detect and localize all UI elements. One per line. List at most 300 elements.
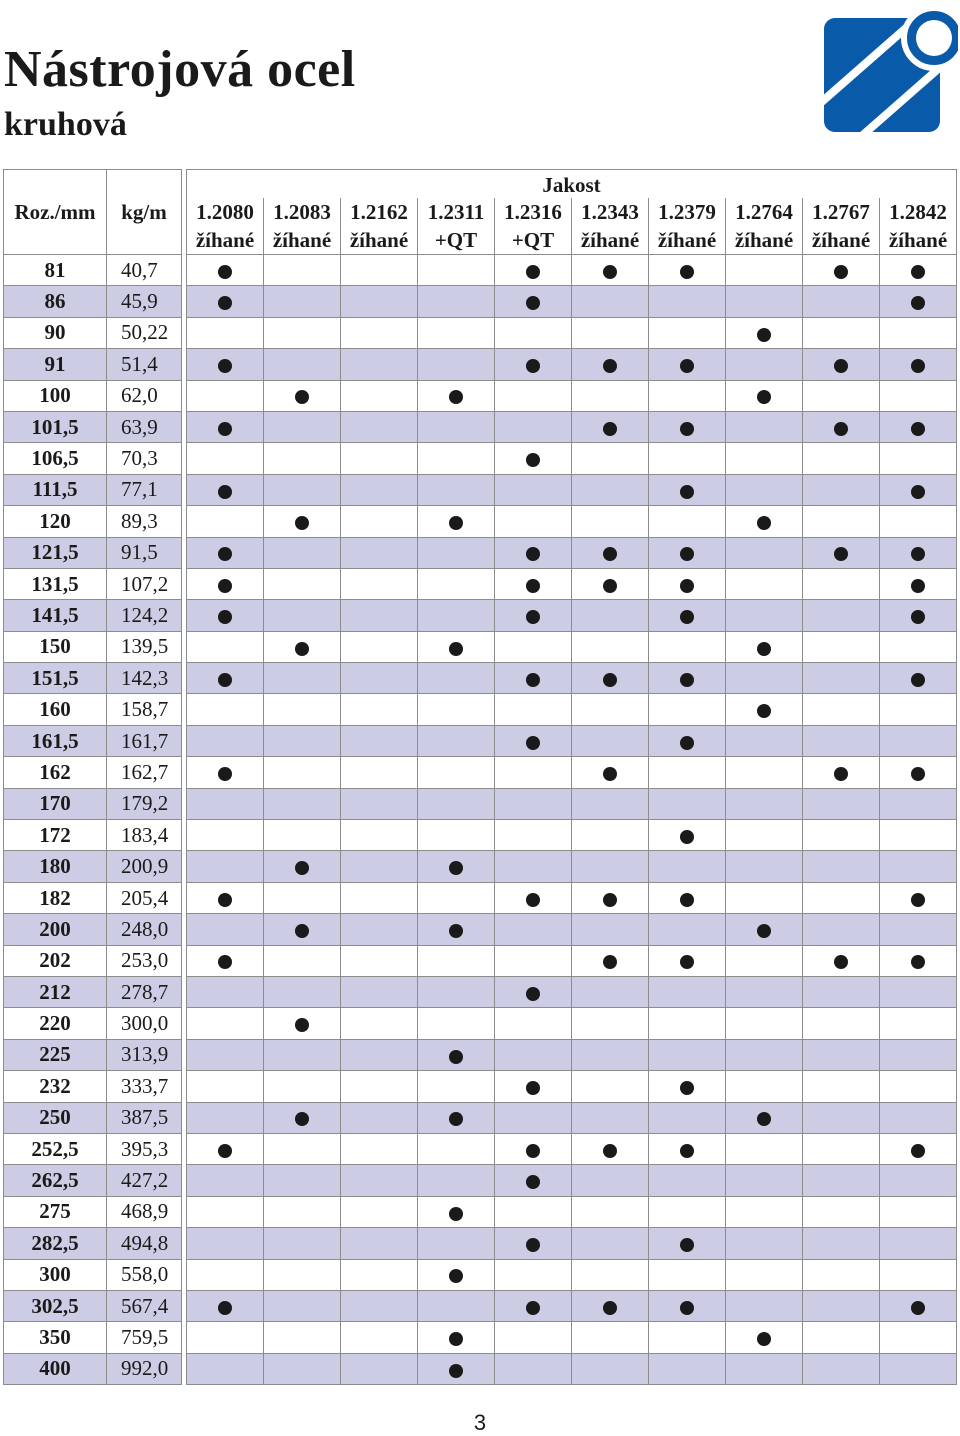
- grade-condition: žíhané: [341, 226, 418, 255]
- availability-cell: [572, 694, 649, 725]
- filled-dot-icon: [526, 547, 540, 561]
- availability-cell: [264, 882, 341, 913]
- availability-cell: [880, 882, 957, 913]
- availability-cell: [341, 568, 418, 599]
- filled-dot-icon: [603, 673, 617, 687]
- availability-cell: [880, 600, 957, 631]
- table-row: [4, 914, 957, 945]
- table-row: [4, 1165, 957, 1196]
- table-row: [4, 882, 957, 913]
- availability-cell: [649, 411, 726, 442]
- availability-cell: [341, 914, 418, 945]
- availability-cell: [803, 1102, 880, 1133]
- table-row: [4, 349, 957, 380]
- availability-cell: [803, 788, 880, 819]
- availability-cell: [418, 349, 495, 380]
- availability-cell: [726, 663, 803, 694]
- availability-cell: [187, 349, 264, 380]
- availability-cell: [495, 255, 572, 286]
- availability-cell: [264, 1039, 341, 1070]
- grade-code: 1.2311: [418, 198, 495, 226]
- diameter-cell: 111,5: [4, 474, 107, 505]
- table-row: [4, 380, 957, 411]
- availability-cell: [572, 443, 649, 474]
- filled-dot-icon: [680, 673, 694, 687]
- availability-cell: [649, 1133, 726, 1164]
- availability-cell: [341, 851, 418, 882]
- table-row: [4, 663, 957, 694]
- availability-cell: [803, 914, 880, 945]
- availability-cell: [572, 1071, 649, 1102]
- availability-cell: [264, 1259, 341, 1290]
- weight-cell: 179,2: [107, 788, 182, 819]
- availability-cell: [803, 1039, 880, 1070]
- availability-cell: [495, 1071, 572, 1102]
- availability-cell: [418, 380, 495, 411]
- availability-cell: [649, 506, 726, 537]
- weight-cell: 992,0: [107, 1353, 182, 1384]
- availability-cell: [880, 380, 957, 411]
- availability-cell: [649, 914, 726, 945]
- availability-cell: [572, 1008, 649, 1039]
- availability-cell: [495, 1165, 572, 1196]
- filled-dot-icon: [911, 296, 925, 310]
- availability-cell: [264, 1008, 341, 1039]
- filled-dot-icon: [526, 736, 540, 750]
- availability-cell: [341, 411, 418, 442]
- availability-cell: [880, 349, 957, 380]
- availability-cell: [880, 663, 957, 694]
- availability-cell: [341, 757, 418, 788]
- filled-dot-icon: [757, 642, 771, 656]
- availability-cell: [726, 1196, 803, 1227]
- diameter-cell: 250: [4, 1102, 107, 1133]
- weight-cell: 468,9: [107, 1196, 182, 1227]
- availability-cell: [187, 600, 264, 631]
- diameter-cell: 170: [4, 788, 107, 819]
- filled-dot-icon: [526, 579, 540, 593]
- availability-cell: [572, 255, 649, 286]
- table-row: [4, 1196, 957, 1227]
- weight-cell: 494,8: [107, 1228, 182, 1259]
- availability-cell: [418, 757, 495, 788]
- round-bar-logo-icon: [824, 2, 958, 134]
- table-row: [4, 255, 957, 286]
- availability-cell: [187, 474, 264, 505]
- availability-cell: [495, 317, 572, 348]
- availability-cell: [495, 1353, 572, 1384]
- availability-cell: [187, 914, 264, 945]
- availability-cell: [803, 537, 880, 568]
- filled-dot-icon: [526, 893, 540, 907]
- availability-cell: [726, 568, 803, 599]
- availability-cell: [495, 851, 572, 882]
- filled-dot-icon: [218, 547, 232, 561]
- availability-cell: [418, 1353, 495, 1384]
- availability-cell: [341, 1290, 418, 1321]
- availability-cell: [264, 443, 341, 474]
- diameter-cell: 302,5: [4, 1290, 107, 1321]
- diameter-cell: 141,5: [4, 600, 107, 631]
- availability-cell: [495, 506, 572, 537]
- availability-cell: [341, 663, 418, 694]
- availability-cell: [341, 976, 418, 1007]
- availability-cell: [880, 1259, 957, 1290]
- availability-cell: [187, 1102, 264, 1133]
- availability-cell: [880, 474, 957, 505]
- availability-cell: [495, 882, 572, 913]
- filled-dot-icon: [911, 579, 925, 593]
- availability-cell: [803, 1165, 880, 1196]
- availability-cell: [418, 631, 495, 662]
- weight-cell: 70,3: [107, 443, 182, 474]
- table-row: [4, 945, 957, 976]
- diameter-cell: 162: [4, 757, 107, 788]
- filled-dot-icon: [680, 830, 694, 844]
- availability-cell: [187, 1071, 264, 1102]
- header-diameter: Roz./mm: [4, 170, 107, 255]
- availability-cell: [341, 1071, 418, 1102]
- availability-cell: [803, 725, 880, 756]
- availability-cell: [341, 255, 418, 286]
- filled-dot-icon: [526, 987, 540, 1001]
- availability-cell: [880, 1322, 957, 1353]
- filled-dot-icon: [603, 547, 617, 561]
- table-row: [4, 820, 957, 851]
- table-row: [4, 474, 957, 505]
- table-row: [4, 694, 957, 725]
- availability-cell: [572, 506, 649, 537]
- filled-dot-icon: [218, 359, 232, 373]
- availability-cell: [649, 600, 726, 631]
- availability-cell: [187, 1039, 264, 1070]
- availability-cell: [495, 945, 572, 976]
- filled-dot-icon: [911, 893, 925, 907]
- table-row: [4, 537, 957, 568]
- availability-cell: [726, 631, 803, 662]
- grade-code: 1.2083: [264, 198, 341, 226]
- availability-cell: [726, 443, 803, 474]
- filled-dot-icon: [911, 1144, 925, 1158]
- filled-dot-icon: [757, 516, 771, 530]
- filled-dot-icon: [680, 1144, 694, 1158]
- grade-code: 1.2764: [726, 198, 803, 226]
- availability-cell: [418, 820, 495, 851]
- availability-cell: [803, 820, 880, 851]
- page-subtitle: kruhová: [4, 106, 127, 143]
- filled-dot-icon: [449, 390, 463, 404]
- diameter-cell: 252,5: [4, 1133, 107, 1164]
- availability-cell: [495, 1102, 572, 1133]
- filled-dot-icon: [680, 1301, 694, 1315]
- availability-cell: [880, 1008, 957, 1039]
- availability-cell: [572, 851, 649, 882]
- availability-cell: [880, 443, 957, 474]
- filled-dot-icon: [526, 1144, 540, 1158]
- availability-cell: [341, 1322, 418, 1353]
- availability-cell: [264, 631, 341, 662]
- availability-cell: [880, 1353, 957, 1384]
- weight-cell: 333,7: [107, 1071, 182, 1102]
- availability-cell: [495, 1196, 572, 1227]
- filled-dot-icon: [834, 359, 848, 373]
- table-row: [4, 851, 957, 882]
- availability-cell: [341, 631, 418, 662]
- filled-dot-icon: [218, 422, 232, 436]
- availability-cell: [803, 443, 880, 474]
- availability-cell: [880, 411, 957, 442]
- availability-cell: [264, 1102, 341, 1133]
- diameter-cell: 300: [4, 1259, 107, 1290]
- availability-cell: [187, 976, 264, 1007]
- table-row: [4, 317, 957, 348]
- weight-cell: 300,0: [107, 1008, 182, 1039]
- filled-dot-icon: [911, 547, 925, 561]
- availability-cell: [418, 506, 495, 537]
- availability-cell: [495, 694, 572, 725]
- table-row: [4, 1071, 957, 1102]
- filled-dot-icon: [603, 767, 617, 781]
- availability-cell: [187, 1196, 264, 1227]
- availability-cell: [803, 506, 880, 537]
- availability-cell: [803, 1353, 880, 1384]
- filled-dot-icon: [911, 610, 925, 624]
- availability-cell: [649, 1353, 726, 1384]
- availability-cell: [495, 474, 572, 505]
- availability-cell: [726, 757, 803, 788]
- availability-cell: [264, 757, 341, 788]
- availability-cell: [803, 380, 880, 411]
- table-row: [4, 568, 957, 599]
- availability-cell: [803, 317, 880, 348]
- availability-cell: [726, 914, 803, 945]
- availability-cell: [803, 1259, 880, 1290]
- availability-cell: [572, 663, 649, 694]
- grade-condition: žíhané: [649, 226, 726, 255]
- filled-dot-icon: [603, 579, 617, 593]
- availability-cell: [803, 255, 880, 286]
- weight-cell: 248,0: [107, 914, 182, 945]
- filled-dot-icon: [526, 359, 540, 373]
- availability-cell: [495, 349, 572, 380]
- grade-condition: žíhané: [264, 226, 341, 255]
- availability-cell: [418, 1165, 495, 1196]
- availability-cell: [187, 537, 264, 568]
- availability-cell: [418, 1322, 495, 1353]
- availability-cell: [649, 1322, 726, 1353]
- diameter-cell: 172: [4, 820, 107, 851]
- diameter-cell: 101,5: [4, 411, 107, 442]
- availability-cell: [803, 1071, 880, 1102]
- page-number: 3: [473, 1410, 487, 1435]
- availability-cell: [187, 851, 264, 882]
- availability-cell: [341, 1228, 418, 1259]
- availability-cell: [726, 1133, 803, 1164]
- availability-cell: [264, 945, 341, 976]
- weight-cell: 89,3: [107, 506, 182, 537]
- table-row: [4, 725, 957, 756]
- availability-cell: [187, 1290, 264, 1321]
- filled-dot-icon: [526, 1175, 540, 1189]
- table-row: [4, 1008, 957, 1039]
- diameter-cell: 81: [4, 255, 107, 286]
- availability-cell: [649, 349, 726, 380]
- availability-cell: [649, 882, 726, 913]
- availability-cell: [187, 1353, 264, 1384]
- filled-dot-icon: [911, 265, 925, 279]
- availability-cell: [495, 914, 572, 945]
- availability-cell: [418, 663, 495, 694]
- availability-cell: [187, 317, 264, 348]
- weight-cell: 63,9: [107, 411, 182, 442]
- availability-cell: [495, 1008, 572, 1039]
- availability-cell: [418, 537, 495, 568]
- availability-cell: [880, 1228, 957, 1259]
- availability-cell: [726, 1039, 803, 1070]
- weight-cell: 558,0: [107, 1259, 182, 1290]
- header-quality-group: Jakost: [187, 170, 957, 199]
- grade-code: 1.2162: [341, 198, 418, 226]
- filled-dot-icon: [680, 359, 694, 373]
- availability-cell: [572, 882, 649, 913]
- table-row: [4, 1228, 957, 1259]
- availability-cell: [341, 1353, 418, 1384]
- availability-cell: [880, 976, 957, 1007]
- weight-cell: 205,4: [107, 882, 182, 913]
- table-row: [4, 1102, 957, 1133]
- availability-cell: [572, 317, 649, 348]
- filled-dot-icon: [680, 485, 694, 499]
- table-row: [4, 506, 957, 537]
- availability-cell: [649, 694, 726, 725]
- filled-dot-icon: [757, 1332, 771, 1346]
- availability-cell: [649, 757, 726, 788]
- availability-cell: [341, 694, 418, 725]
- availability-cell: [418, 568, 495, 599]
- filled-dot-icon: [526, 453, 540, 467]
- filled-dot-icon: [680, 610, 694, 624]
- availability-cell: [187, 1133, 264, 1164]
- availability-cell: [264, 255, 341, 286]
- availability-cell: [495, 663, 572, 694]
- availability-cell: [572, 411, 649, 442]
- availability-cell: [726, 1322, 803, 1353]
- availability-cell: [187, 1165, 264, 1196]
- availability-cell: [264, 411, 341, 442]
- availability-cell: [341, 945, 418, 976]
- table-row: [4, 600, 957, 631]
- availability-cell: [803, 694, 880, 725]
- availability-cell: [187, 380, 264, 411]
- filled-dot-icon: [603, 1301, 617, 1315]
- weight-cell: 162,7: [107, 757, 182, 788]
- availability-cell: [187, 757, 264, 788]
- availability-cell: [495, 788, 572, 819]
- diameter-cell: 90: [4, 317, 107, 348]
- weight-cell: 91,5: [107, 537, 182, 568]
- availability-cell: [572, 380, 649, 411]
- availability-cell: [495, 537, 572, 568]
- availability-cell: [264, 851, 341, 882]
- availability-cell: [418, 600, 495, 631]
- availability-cell: [726, 945, 803, 976]
- filled-dot-icon: [526, 610, 540, 624]
- diameter-cell: 275: [4, 1196, 107, 1227]
- availability-cell: [726, 1165, 803, 1196]
- weight-cell: 253,0: [107, 945, 182, 976]
- filled-dot-icon: [449, 1207, 463, 1221]
- availability-cell: [572, 1259, 649, 1290]
- filled-dot-icon: [526, 1238, 540, 1252]
- availability-cell: [803, 1322, 880, 1353]
- availability-cell: [495, 757, 572, 788]
- tool-steel-table: [3, 169, 957, 1385]
- filled-dot-icon: [680, 1238, 694, 1252]
- availability-cell: [649, 725, 726, 756]
- availability-cell: [649, 1071, 726, 1102]
- availability-cell: [572, 600, 649, 631]
- availability-cell: [572, 474, 649, 505]
- grade-condition: +QT: [495, 226, 572, 255]
- availability-cell: [572, 568, 649, 599]
- weight-cell: 77,1: [107, 474, 182, 505]
- weight-cell: 45,9: [107, 286, 182, 317]
- availability-cell: [264, 1353, 341, 1384]
- filled-dot-icon: [526, 673, 540, 687]
- diameter-cell: 262,5: [4, 1165, 107, 1196]
- availability-cell: [803, 474, 880, 505]
- filled-dot-icon: [603, 265, 617, 279]
- availability-cell: [572, 349, 649, 380]
- availability-cell: [880, 694, 957, 725]
- availability-cell: [649, 443, 726, 474]
- filled-dot-icon: [603, 893, 617, 907]
- filled-dot-icon: [680, 893, 694, 907]
- availability-cell: [649, 255, 726, 286]
- availability-cell: [726, 286, 803, 317]
- availability-cell: [649, 1196, 726, 1227]
- availability-cell: [572, 788, 649, 819]
- availability-cell: [418, 443, 495, 474]
- availability-cell: [803, 1196, 880, 1227]
- filled-dot-icon: [449, 1269, 463, 1283]
- availability-cell: [572, 537, 649, 568]
- weight-cell: 124,2: [107, 600, 182, 631]
- filled-dot-icon: [834, 955, 848, 969]
- availability-cell: [187, 286, 264, 317]
- grade-condition: žíhané: [187, 226, 264, 255]
- availability-cell: [726, 600, 803, 631]
- diameter-cell: 161,5: [4, 725, 107, 756]
- availability-cell: [726, 1008, 803, 1039]
- availability-cell: [341, 600, 418, 631]
- availability-cell: [495, 568, 572, 599]
- availability-cell: [187, 255, 264, 286]
- diameter-cell: 282,5: [4, 1228, 107, 1259]
- weight-cell: 200,9: [107, 851, 182, 882]
- table-row: [4, 1259, 957, 1290]
- availability-cell: [264, 1165, 341, 1196]
- filled-dot-icon: [603, 359, 617, 373]
- availability-cell: [803, 663, 880, 694]
- availability-cell: [264, 380, 341, 411]
- table-row: [4, 631, 957, 662]
- availability-cell: [649, 945, 726, 976]
- availability-cell: [880, 725, 957, 756]
- filled-dot-icon: [603, 955, 617, 969]
- availability-cell: [572, 631, 649, 662]
- availability-cell: [572, 1228, 649, 1259]
